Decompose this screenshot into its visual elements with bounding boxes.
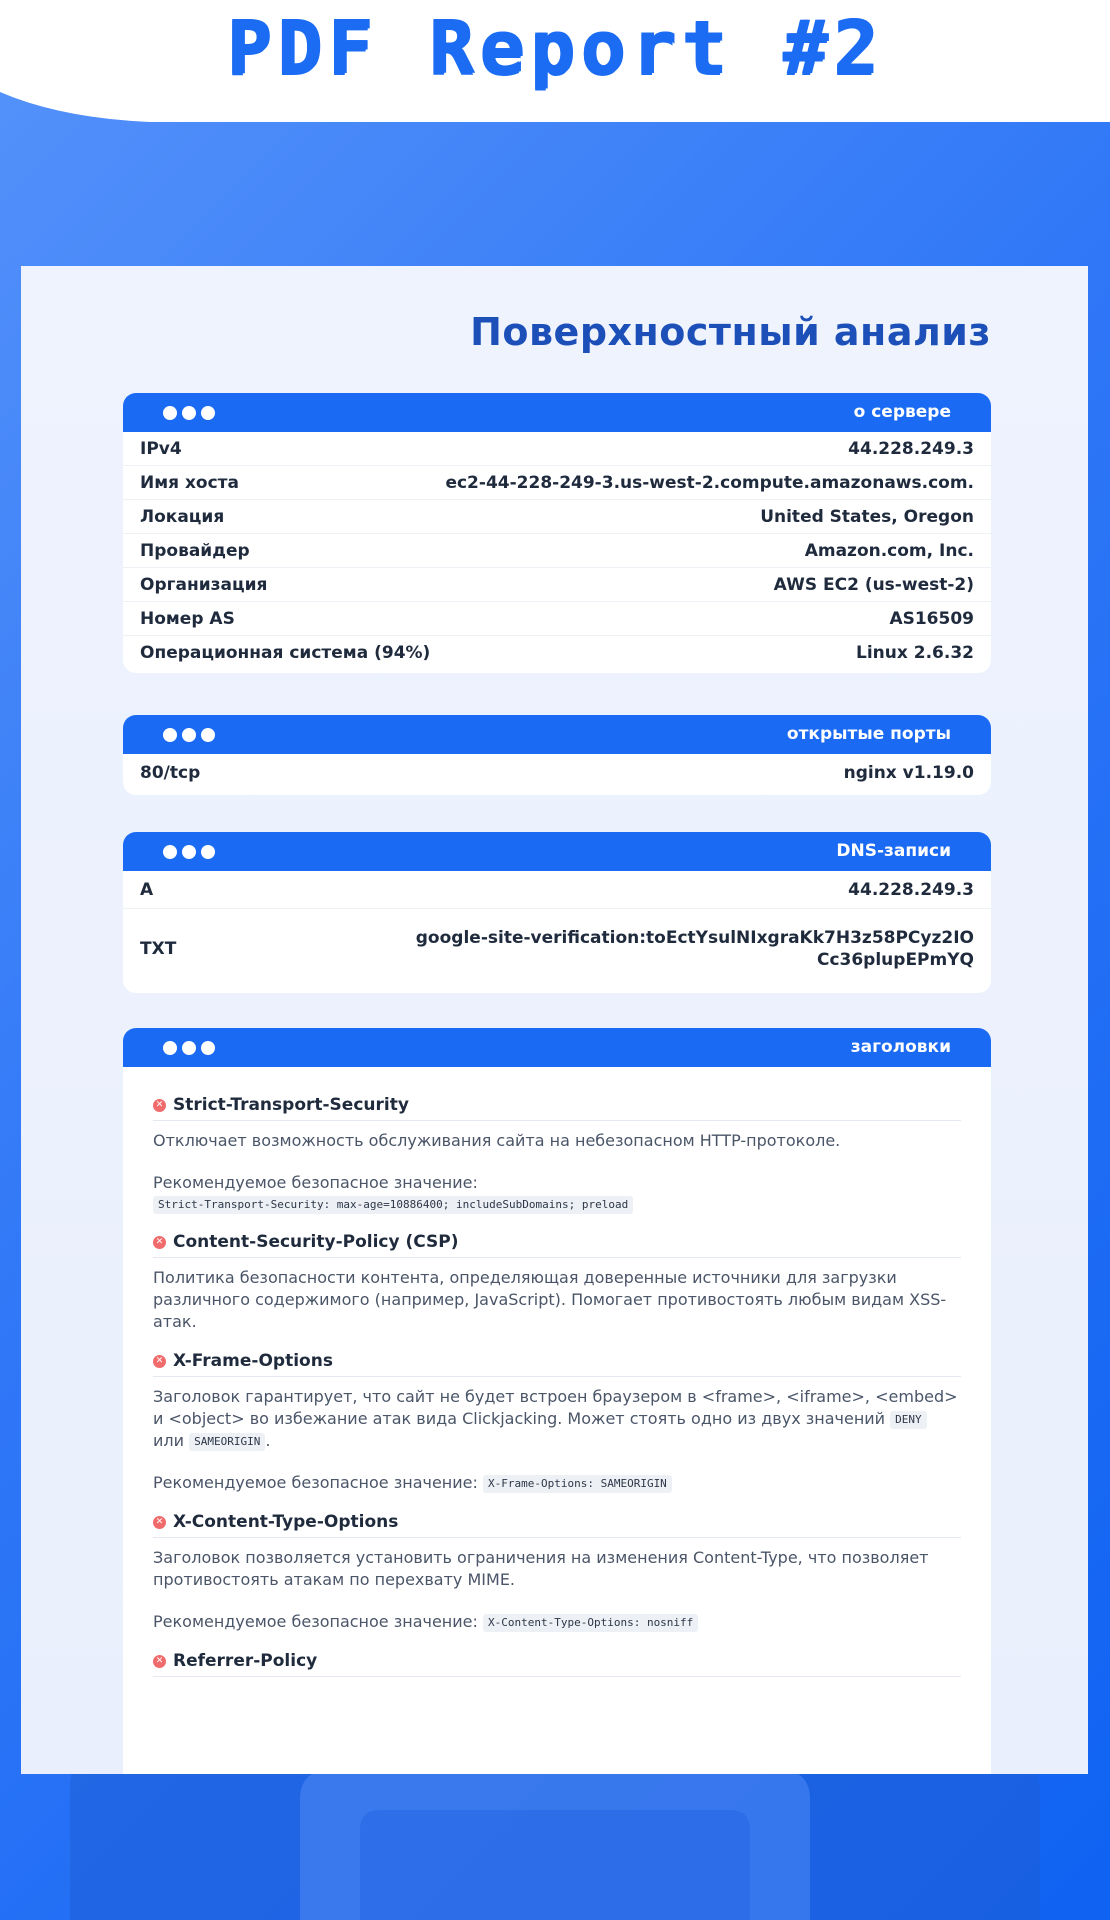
recommendation-label: Рекомендуемое безопасное значение:: [153, 1173, 478, 1192]
recommendation-code: X-Frame-Options: SAMEORIGIN: [483, 1475, 672, 1493]
error-icon: ✕: [153, 1099, 166, 1112]
row-value: AS16509: [889, 608, 974, 629]
row-key: A: [140, 879, 154, 900]
ports-card: [123, 715, 991, 795]
dot-icon: [201, 406, 215, 420]
dot-icon: [182, 1041, 196, 1055]
row-value: Linux 2.6.32: [856, 642, 974, 663]
card-header: [123, 393, 991, 432]
row-value: google-site-verification:toEctYsulNIxgraKk7H3z58PCyz2IOCc36plupEPmYQ: [415, 928, 974, 970]
row-key: Провайдер: [140, 540, 250, 561]
header-description: Заголовок позволяется установить ограничения на изменения Content-Type, что позволяет противостоять атакам по перехвату MIME.: [153, 1548, 929, 1589]
header-item-title: [153, 1095, 961, 1121]
window-dots: [163, 728, 215, 742]
row-key: IPv4: [140, 438, 182, 459]
row-value: 44.228.249.3: [848, 879, 974, 900]
row-value: United States, Oregon: [760, 506, 974, 527]
recommendation-code: Strict-Transport-Security: max-age=10886400; includeSubDomains; preload: [153, 1196, 633, 1214]
description-text: или: [153, 1431, 185, 1450]
row-value: ec2-44-228-249-3.us-west-2.compute.amazonaws.com.: [445, 472, 974, 493]
headers-list: [123, 1067, 991, 1705]
row-value: 44.228.249.3: [848, 438, 974, 459]
header-name: X-Content-Type-Options: [173, 1512, 399, 1532]
row-key: TXT: [140, 939, 177, 959]
dot-icon: [163, 406, 177, 420]
description-text: Заголовок гарантирует, что сайт не будет встроен браузером в <frame>, <iframe>, <embed> и <object> во избежание атак вида Clickjacking. Может стоять одно из двух значений: [153, 1387, 958, 1428]
row-value: Amazon.com, Inc.: [804, 540, 974, 561]
header-name: Content-Security-Policy (CSP): [173, 1232, 459, 1252]
dot-icon: [182, 406, 196, 420]
window-dots: [163, 406, 215, 420]
header-item-title: [153, 1512, 961, 1538]
table-row: [123, 499, 991, 533]
header-name: Referrer-Policy: [173, 1651, 318, 1671]
description-text: .: [265, 1431, 271, 1450]
table-row: [123, 432, 991, 465]
dot-icon: [182, 845, 196, 859]
row-key: Операционная система (94%): [140, 642, 431, 663]
error-icon: ✕: [153, 1355, 166, 1368]
headers-card: [123, 1028, 991, 1774]
row-key: Номер AS: [140, 608, 235, 629]
ports-rows: [123, 754, 991, 795]
window-dots: [163, 1041, 215, 1055]
table-row: [123, 635, 991, 669]
table-row: [123, 465, 991, 499]
card-label: о сервере: [853, 402, 951, 422]
error-icon: ✕: [153, 1655, 166, 1668]
server-card: [123, 393, 991, 673]
header-item-title: [153, 1232, 961, 1258]
card-header: [123, 715, 991, 754]
header-name: Strict-Transport-Security: [173, 1095, 409, 1115]
card-label: заголовки: [850, 1037, 951, 1057]
report-sheet: [21, 266, 1088, 1774]
header-item: [153, 1351, 961, 1494]
header-recommendation: [153, 1172, 961, 1214]
header-item: [153, 1651, 961, 1677]
dot-icon: [163, 1041, 177, 1055]
inline-code: DENY: [890, 1411, 927, 1429]
card-header: [123, 832, 991, 871]
row-key: Имя хоста: [140, 472, 240, 493]
header-description: Политика безопасности контента, определяющая доверенные источники для загрузки различного содержимого (например, JavaScript). Помогает противостоять любым видам XSS-атак.: [153, 1268, 947, 1331]
card-label: DNS-записи: [836, 841, 951, 861]
card-label: открытые порты: [786, 724, 951, 744]
row-value: nginx v1.19.0: [843, 762, 974, 783]
header-item: [153, 1095, 961, 1214]
table-row: [123, 754, 991, 791]
server-rows: [123, 432, 991, 673]
inline-code: SAMEORIGIN: [189, 1433, 265, 1451]
recommendation-label: Рекомендуемое безопасное значение:: [153, 1473, 478, 1492]
table-row: [123, 567, 991, 601]
error-icon: ✕: [153, 1236, 166, 1249]
header-item: [153, 1232, 961, 1333]
window-dots: [163, 845, 215, 859]
dot-icon: [182, 728, 196, 742]
dot-icon: [201, 728, 215, 742]
dot-icon: [163, 845, 177, 859]
recommendation-code: X-Content-Type-Options: nosniff: [483, 1614, 698, 1632]
error-icon: ✕: [153, 1516, 166, 1529]
header-item: [153, 1512, 961, 1633]
table-row: [123, 871, 991, 908]
dot-icon: [163, 728, 177, 742]
header-item-title: [153, 1651, 961, 1677]
table-row: [123, 908, 991, 989]
recommendation-label: Рекомендуемое безопасное значение:: [153, 1612, 478, 1631]
dns-rows: [123, 871, 991, 993]
header-recommendation: [153, 1611, 961, 1633]
dot-icon: [201, 845, 215, 859]
row-key: Локация: [140, 506, 225, 527]
card-header: [123, 1028, 991, 1067]
table-row: [123, 601, 991, 635]
dot-icon: [201, 1041, 215, 1055]
header-name: X-Frame-Options: [173, 1351, 333, 1371]
header-recommendation: [153, 1472, 961, 1494]
row-value: AWS EC2 (us-west-2): [773, 574, 974, 595]
row-key: 80/tcp: [140, 762, 201, 783]
header-description: Отключает возможность обслуживания сайта на небезопасном HTTP-протоколе.: [153, 1131, 841, 1150]
header-item-title: [153, 1351, 961, 1377]
row-key: Организация: [140, 574, 268, 595]
dns-card: [123, 832, 991, 993]
page-title: Поверхностный анализ: [470, 310, 991, 354]
report-title: PDF Report #2: [226, 5, 884, 91]
header-description: [153, 1386, 961, 1452]
table-row: [123, 533, 991, 567]
